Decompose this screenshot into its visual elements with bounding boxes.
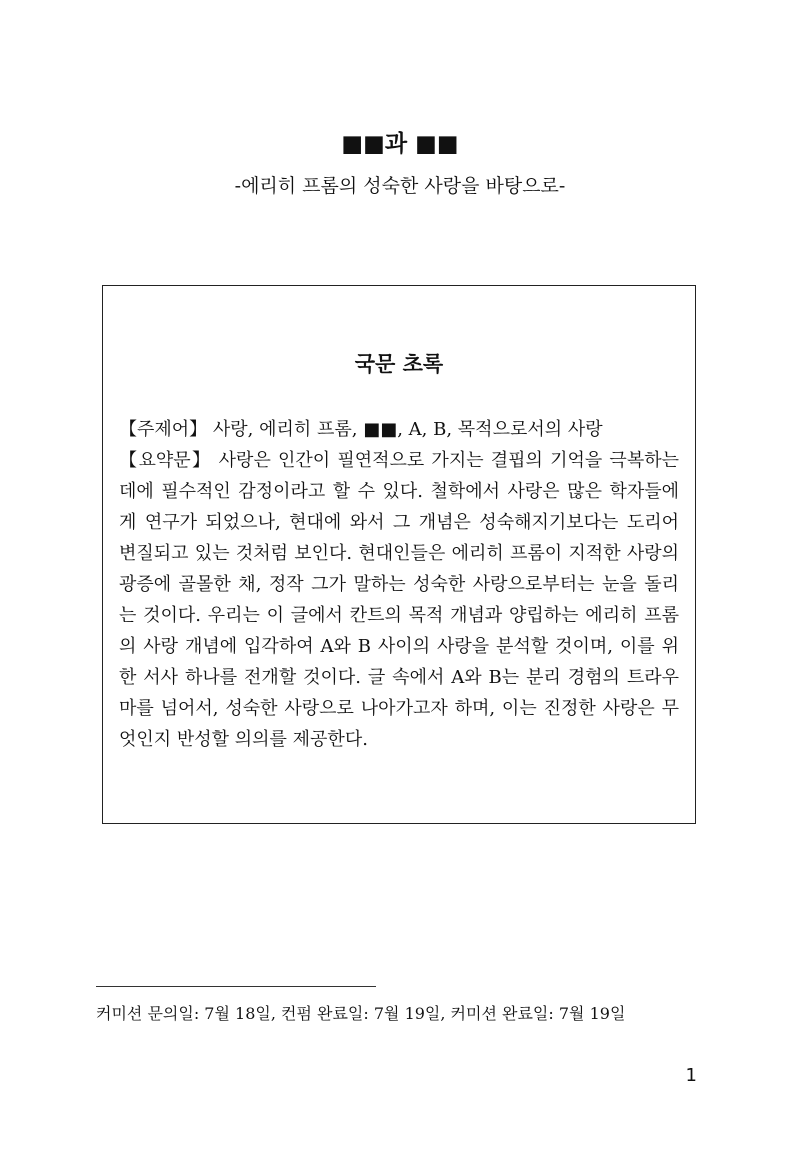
summary-label: 【요약문】 <box>119 450 212 471</box>
abstract-heading: 국문 초록 <box>354 352 444 376</box>
page-number: 1 <box>685 1065 697 1086</box>
document-subtitle: -에리히 프롬의 성숙한 사랑을 바탕으로- <box>234 175 566 197</box>
footnote-divider <box>96 986 376 987</box>
summary-text: 사랑은 인간이 필연적으로 가지는 결핍의 기억을 극복하는 데에 필수적인 감정이라고 할 수 있다. 철학에서 사랑은 많은 학자들에게 연구가 되었으나, 현대에 와서 그 개념은 성숙해지기보다는 도리어 변질되고 있는 것처럼 보인다. 현대인들은 에리히 프롬이 지적한 사랑의 광증에 골몰한 채, 정작 그가 말하는 성숙한 사랑으로부터는 눈을 돌리는 것이다. 우리는 이 글에서 칸트의 목적 개념과 양립하는 에리히 프롬의 사랑 개념에 입각하여 A와 B 사이의 사랑을 분석할 것이며, 이를 위한 서사 하나를 전개할 것이다. 글 속에서 A와 B는 분리 경험의 트라우마를 넘어서, 성숙한 사랑으로 나아가고자 하며, 이는 진정한 사랑은 무엇인지 반성할 의의를 제공한다. <box>119 450 679 750</box>
keywords-line <box>119 414 679 445</box>
abstract-body <box>119 414 679 755</box>
keywords-label: 【주제어】 <box>119 419 208 440</box>
abstract-box <box>102 285 696 824</box>
document-title: ■■과 ■■ <box>341 131 459 157</box>
keywords-text: 사랑, 에리히 프롬, ■■, A, B, 목적으로서의 사랑 <box>207 419 603 440</box>
summary-paragraph <box>119 445 679 755</box>
footnote: 커미션 문의일: 7월 18일, 컨펌 완료일: 7월 19일, 커미션 완료일: 7월 19일 <box>96 1004 626 1023</box>
